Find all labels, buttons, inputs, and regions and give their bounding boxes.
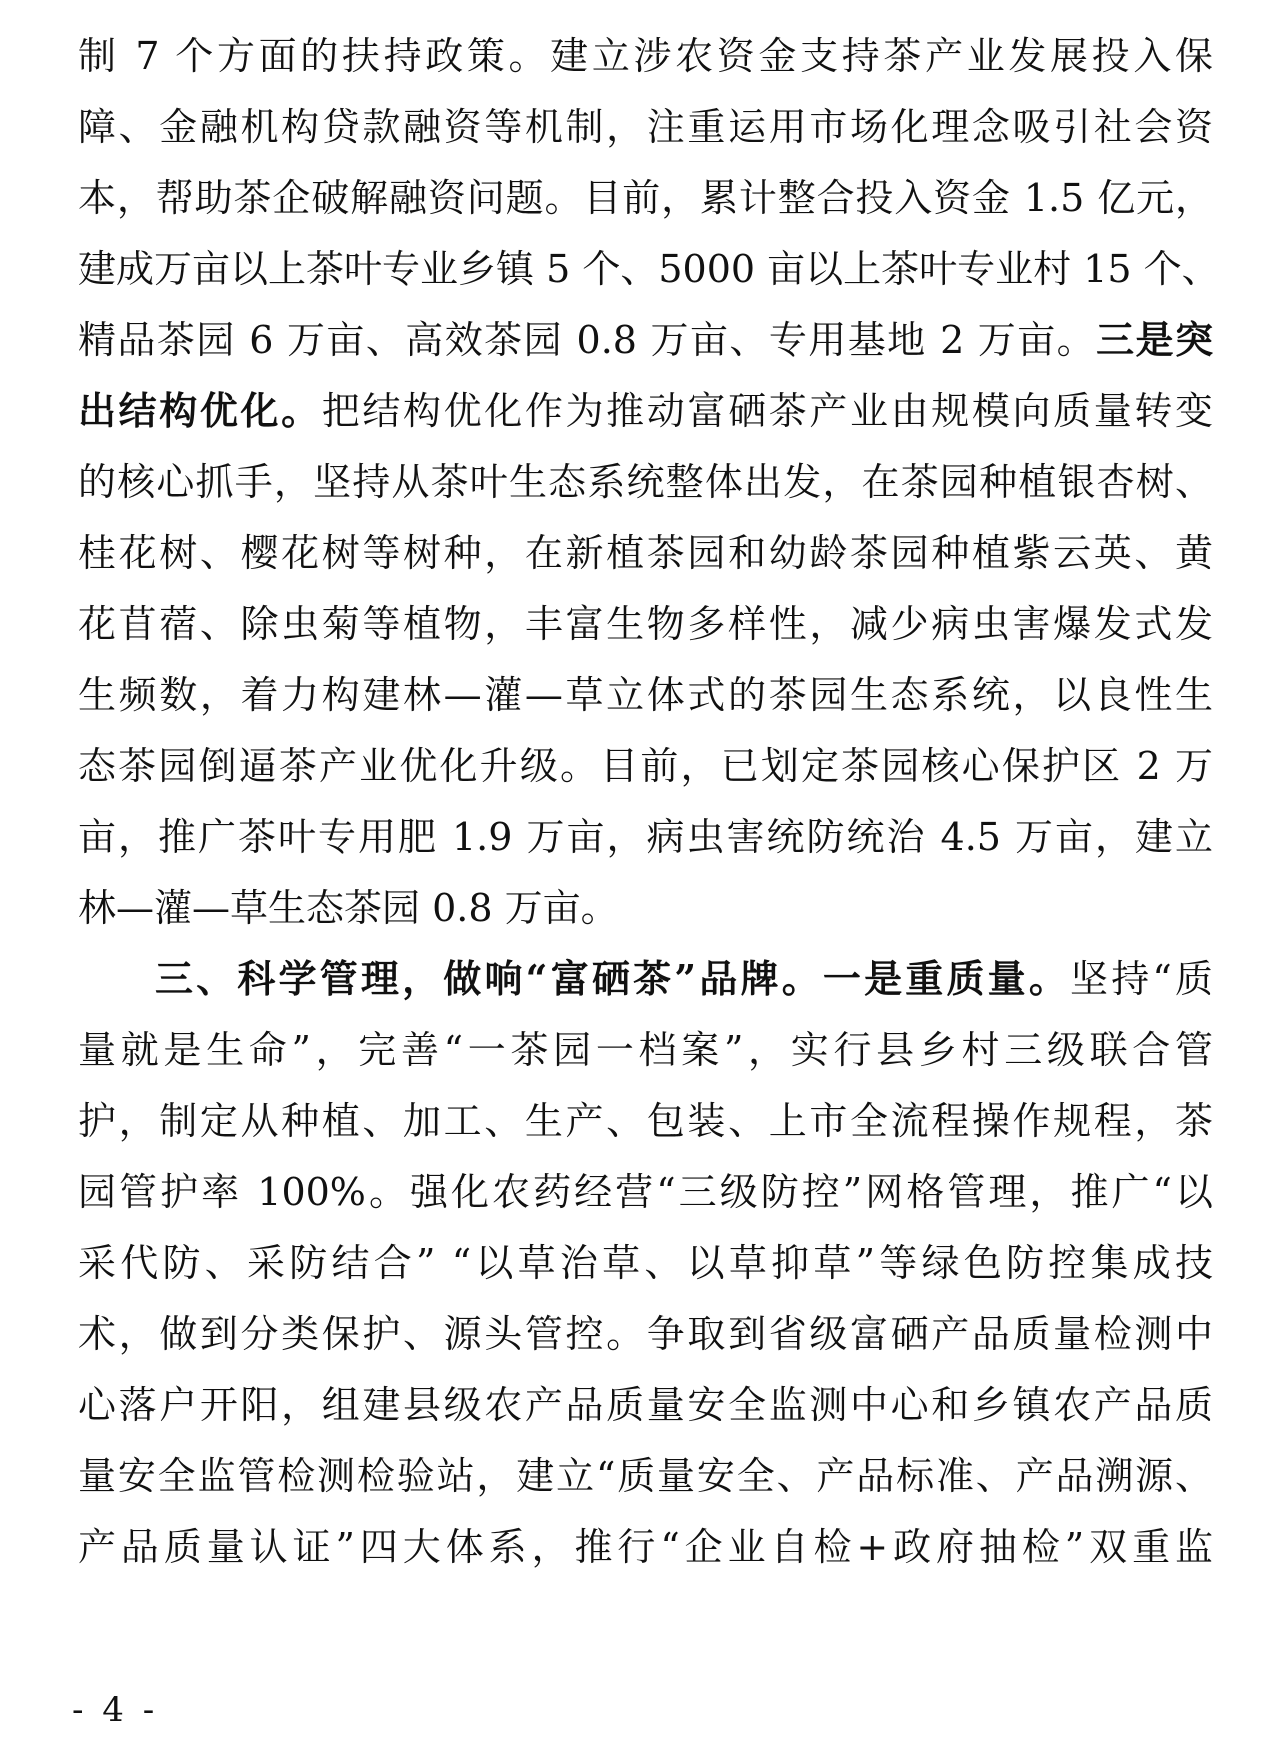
text-line: 心落户开阳，组建县级农产品质量安全监测中心和乡镇农产品质	[78, 1383, 1213, 1427]
text-run: 把结构优化作为推动富硒茶产业由规模向质量转变	[321, 389, 1213, 433]
text-line: 建成万亩以上茶叶专业乡镇 5 个、5000 亩以上茶叶专业村 15 个、	[78, 247, 1220, 291]
text-line: 护，制定从种植、加工、生产、包装、上市全流程操作规程，茶	[78, 1099, 1213, 1143]
text-line	[78, 316, 1213, 364]
text-line: 花苜蓿、除虫菊等植物，丰富生物多样性，减少病虫害爆发式发	[78, 602, 1213, 646]
bold-heading-run: 出结构优化。	[78, 388, 322, 433]
text-line: 障、金融机构贷款融资等机制，注重运用市场化理念吸引社会资	[78, 105, 1213, 149]
text-line: 生频数，着力构建林—灌—草立体式的茶园生态系统，以良性生	[78, 673, 1213, 717]
text-line: 术，做到分类保护、源头管控。争取到省级富硒产品质量检测中	[78, 1312, 1213, 1356]
text-line: 态茶园倒逼茶产业优化升级。目前，已划定茶园核心保护区 2 万	[78, 744, 1213, 788]
bold-heading-run: 三是突	[1096, 317, 1213, 362]
text-line	[78, 387, 1213, 435]
text-line: 量就是生命”，完善“一茶园一档案”，实行县乡村三级联合管	[78, 1028, 1213, 1072]
text-line: 制 7 个方面的扶持政策。建立涉农资金支持茶产业发展投入保	[78, 34, 1213, 78]
text-line: 亩，推广茶叶专用肥 1.9 万亩，病虫害统防统治 4.5 万亩，建立	[78, 815, 1213, 859]
text-line: 林—灌—草生态茶园 0.8 万亩。	[78, 886, 619, 930]
text-line: 产品质量认证”四大体系，推行“企业自检+政府抽检”双重监	[78, 1525, 1213, 1569]
text-line: 采代防、采防结合” “以草治草、以草抑草”等绿色防控集成技	[78, 1241, 1213, 1285]
section-heading: 三、科学管理，做响“富硒茶”品牌。一是重质量。	[155, 956, 1071, 1001]
section-heading-line	[155, 955, 1213, 1003]
page-number: - 4 -	[72, 1690, 159, 1730]
text-run: 精品茶园 6 万亩、高效茶园 0.8 万亩、专用基地 2 万亩。	[78, 318, 1097, 362]
text-line: 桂花树、樱花树等树种，在新植茶园和幼龄茶园种植紫云英、黄	[78, 531, 1213, 575]
text-line: 本，帮助茶企破解融资问题。目前，累计整合投入资金 1.5 亿元，	[78, 176, 1213, 220]
text-line: 园管护率 100%。强化农药经营“三级防控”网格管理，推广“以	[78, 1170, 1213, 1214]
text-run: 坚持“质	[1070, 957, 1214, 1001]
text-line: 的核心抓手，坚持从茶叶生态系统整体出发，在茶园种植银杏树、	[78, 460, 1213, 504]
text-line: 量安全监管检测检验站，建立“质量安全、产品标准、产品溯源、	[78, 1454, 1213, 1498]
